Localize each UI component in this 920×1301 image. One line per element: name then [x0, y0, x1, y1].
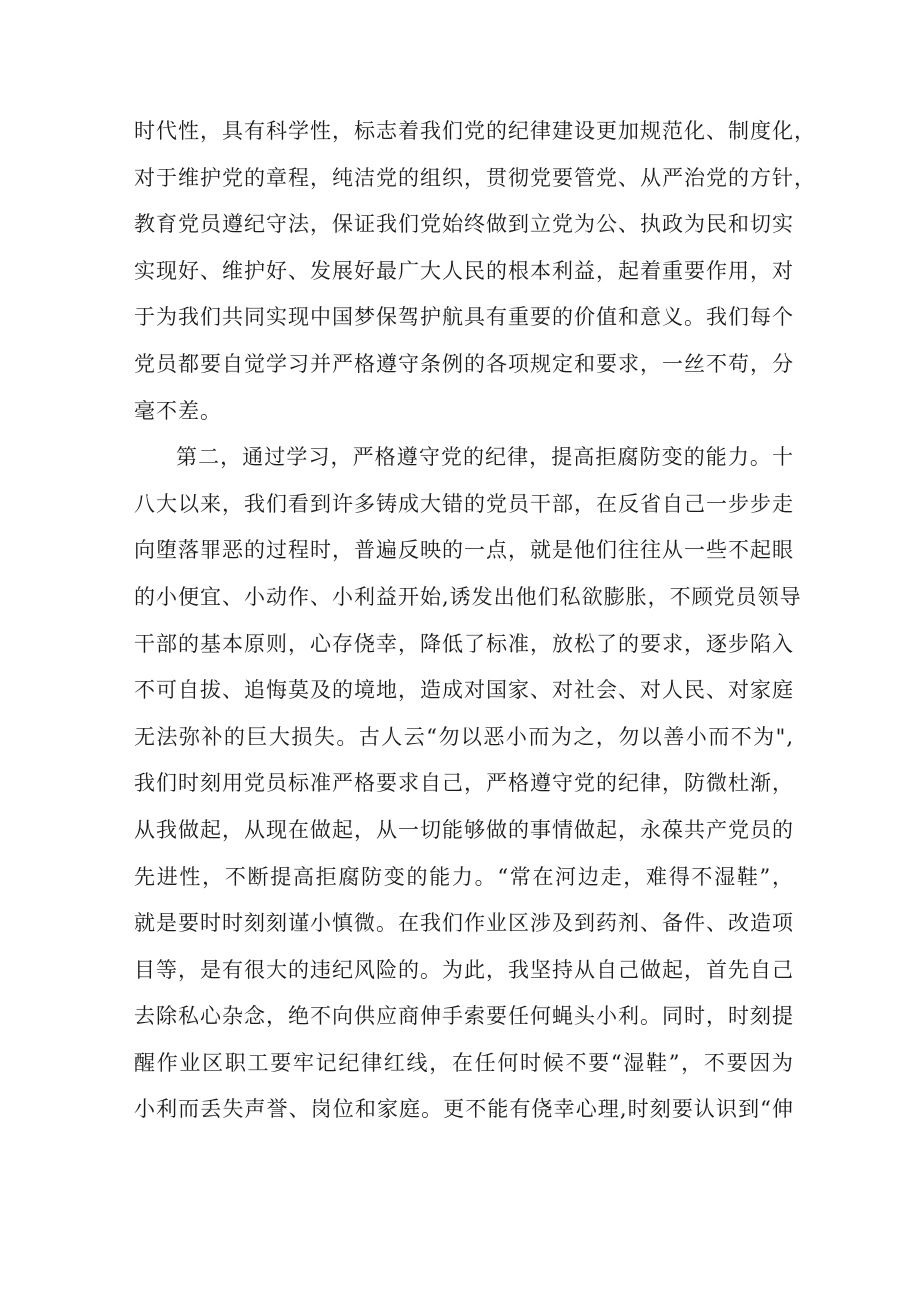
text-line: 向堕落罪恶的过程时，普遍反映的一点，就是他们往往从一些不起眼 — [134, 538, 794, 563]
text-line: 无法弥补的巨大损失。古人云“勿以恶小而为之，勿以善小而不为", — [134, 724, 794, 749]
text-line: 实现好、维护好、发展好最广大人民的根本利益，起着重要作用，对 — [134, 258, 794, 283]
text-line: 目等，是有很大的违纪风险的。为此，我坚持从自己做起，首先自己 — [134, 957, 794, 982]
text-line: 党员都要自觉学习并严格遵守条例的各项规定和要求，一丝不苟，分 — [134, 351, 794, 376]
text-line: 小利而丢失声誉、岗位和家庭。更不能有侥幸心理,时刻要认识到“伸 — [134, 1097, 794, 1122]
text-line: 对于维护党的章程，纯洁党的组织，贯彻党要管党、从严治党的方针， — [134, 165, 816, 190]
text-line: 干部的基本原则，心存侥幸，降低了标准，放松了的要求，逐步陷入 — [134, 631, 794, 656]
body-text — [134, 108, 816, 1133]
text-line: 教育党员遵纪守法，保证我们党始终做到立党为公、执政为民和切实 — [134, 212, 794, 237]
text-line: 时代性，具有科学性，标志着我们党的纪律建设更加规范化、制度化， — [134, 119, 816, 143]
text-line: 毫不差。 — [134, 398, 222, 423]
text-line: 八大以来，我们看到许多铸成大错的党员干部，在反省自己一步步走 — [134, 491, 794, 516]
text-line: 去除私心杂念，绝不向供应商伸手索要任何蝇头小利。同时，时刻提 — [134, 1004, 794, 1029]
text-line: 醒作业区职工要牢记纪律红线，在任何时候不要“湿鞋”，不要因为 — [134, 1050, 794, 1075]
paragraph-first-line: 第二，通过学习，严格遵守党的纪律，提高拒腐防变的能力。十 — [176, 445, 794, 470]
text-line: 于为我们共同实现中国梦保驾护航具有重要的价值和意义。我们每个 — [134, 305, 794, 330]
text-line: 我们时刻用党员标准严格要求自己，严格遵守党的纪律，防微杜渐， — [134, 771, 794, 796]
text-line: 不可自拔、追悔莫及的境地，造成对国家、对社会、对人民、对家庭 — [134, 678, 794, 703]
text-line: 就是要时时刻刻谨小慎微。在我们作业区涉及到药剂、备件、改造项 — [134, 911, 794, 936]
text-line: 从我做起，从现在做起，从一切能够做的事情做起，永葆共产党员的 — [134, 817, 794, 842]
text-line: 的小便宜、小动作、小利益开始,诱发出他们私欲膨胀，不顾党员领导 — [134, 584, 802, 609]
text-line: 先进性，不断提高拒腐防变的能力。“常在河边走，难得不湿鞋”， — [134, 864, 794, 889]
